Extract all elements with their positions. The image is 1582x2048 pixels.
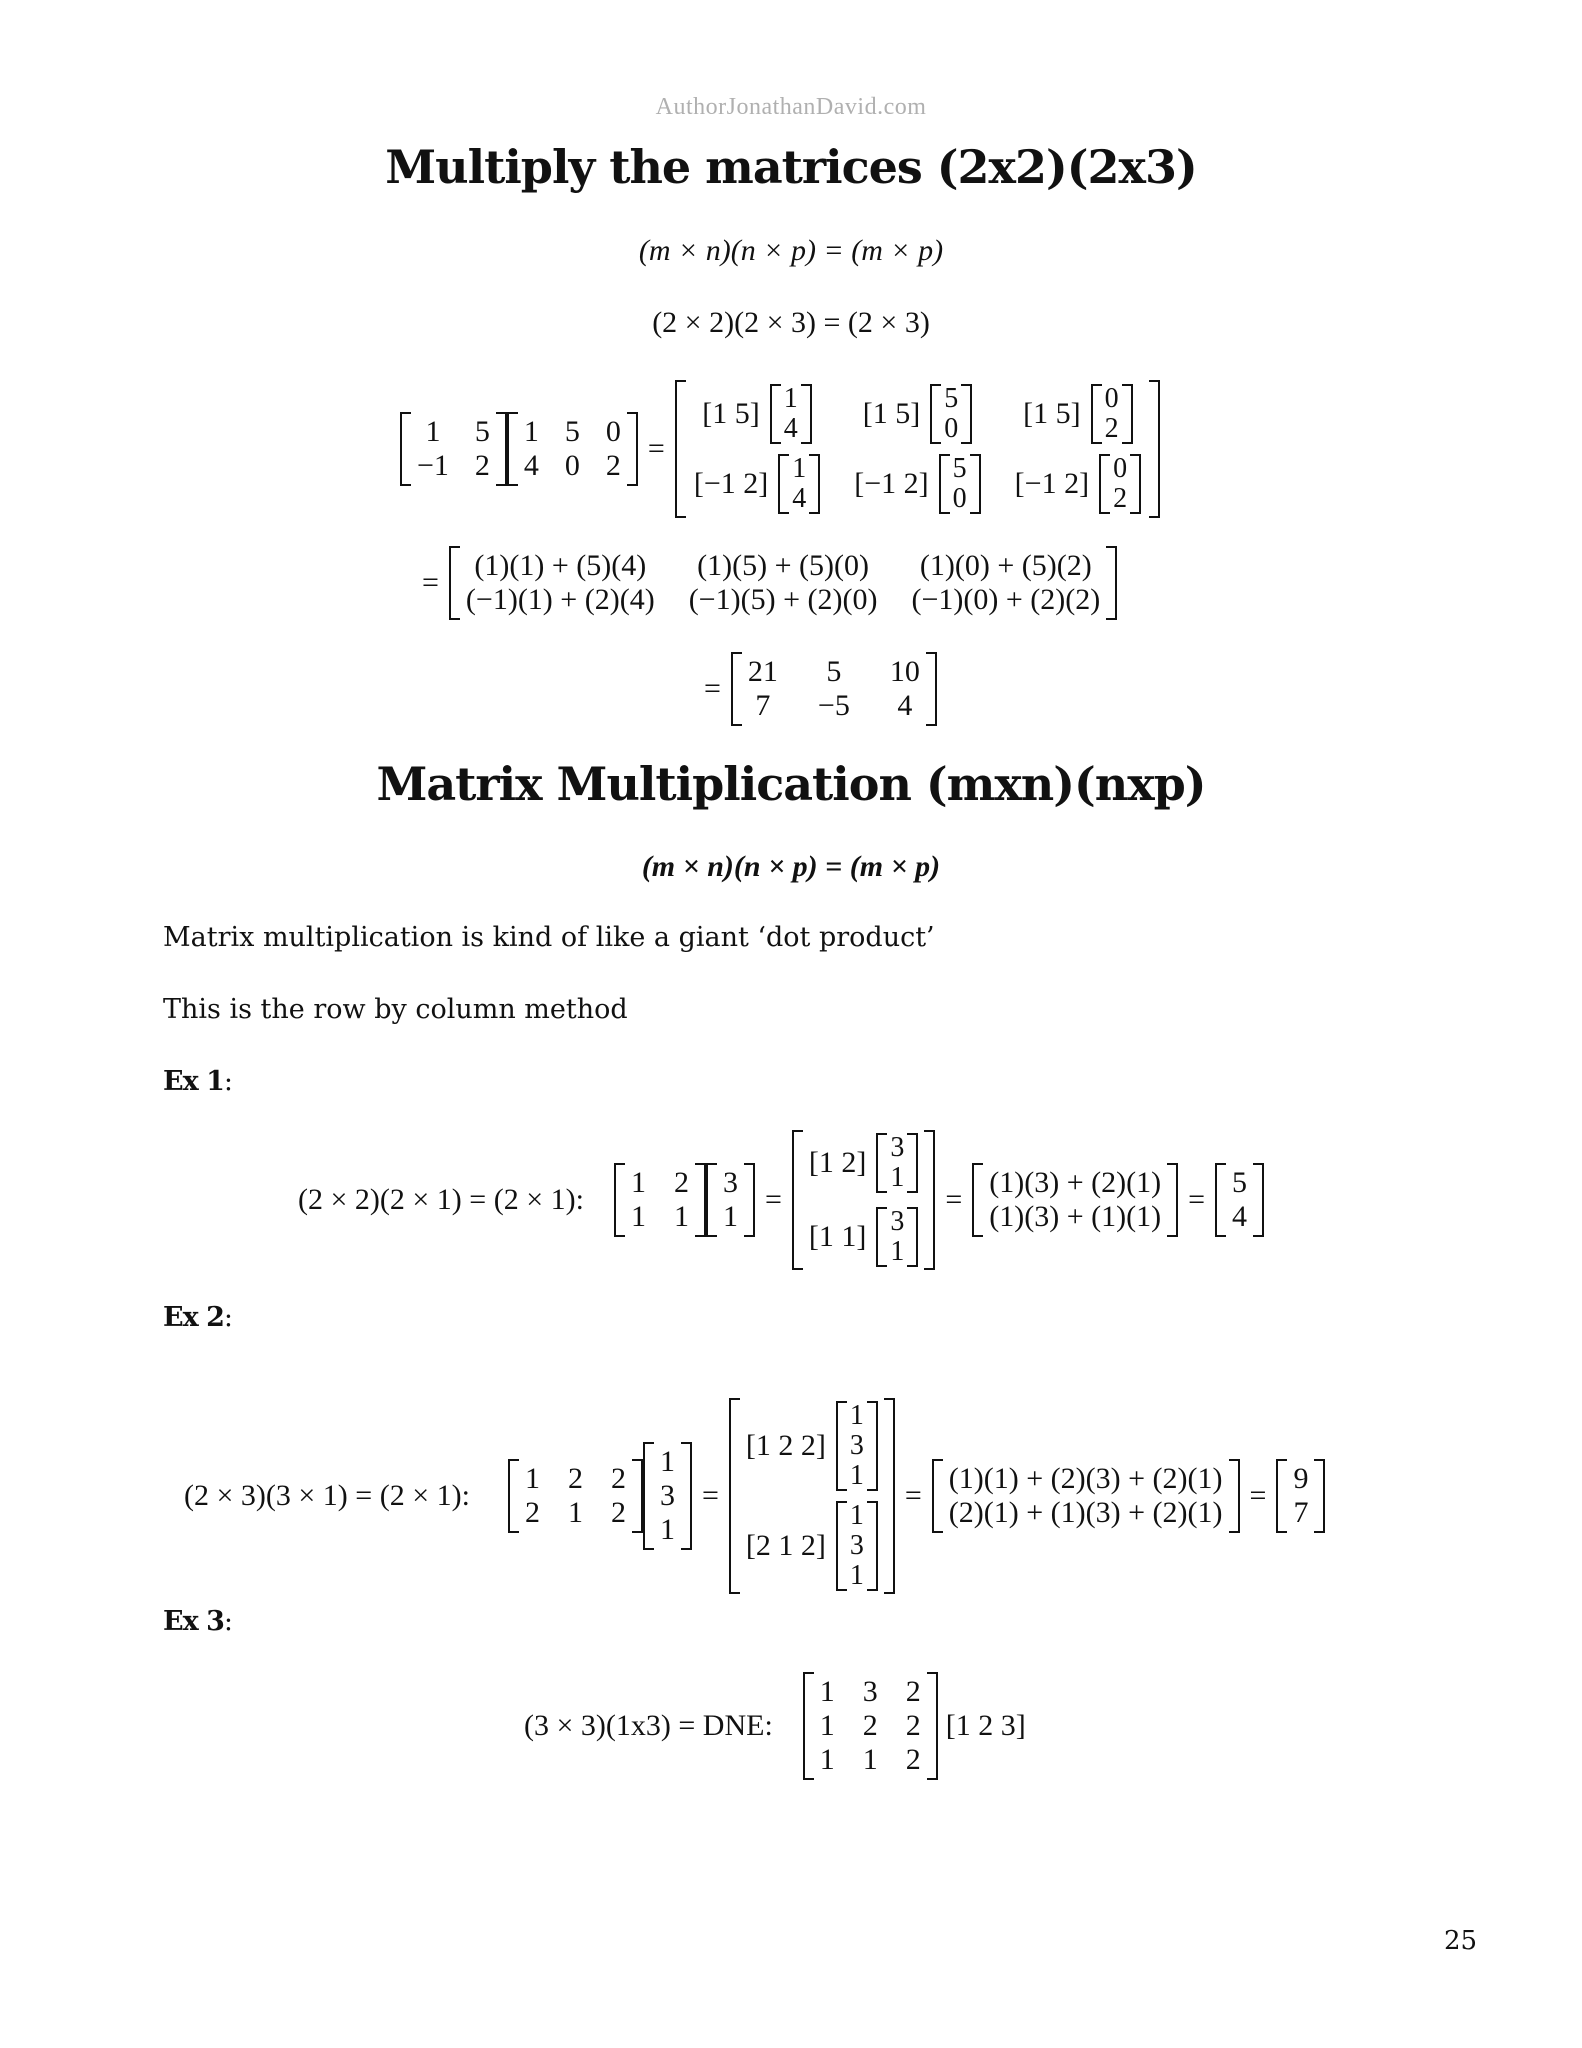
vector-entry: 1 <box>783 383 798 414</box>
vector-entry: 1 <box>722 1200 738 1233</box>
expanded-entry: (1)(5) + (5)(0) <box>697 549 869 582</box>
dims-specific: (2 × 2)(2 × 3) = (2 × 3) <box>652 306 930 339</box>
ex2-row-column-matrix <box>729 1398 895 1594</box>
ex1-equation: (2 × 2)(2 × 1) = (2 × 1): 1 2 1 1 3 1 = [1 2] 3 1 [1 1] 3 1 = (1)(3) + (2)(1) (1)(3) + (1)(1) = 5 4 <box>298 1130 1264 1270</box>
expanded-entry: (−1)(0) + (2)(2) <box>911 583 1101 616</box>
row-times-column <box>1015 454 1141 514</box>
expanded-entry: (1)(1) + (2)(3) + (2)(1) <box>948 1462 1223 1495</box>
result-matrix <box>731 652 937 726</box>
paragraph-row-column: This is the row by column method <box>163 994 628 1025</box>
ex3-dims: (3 × 3)(1x3) = DNE: <box>524 1709 773 1742</box>
matrix-b <box>507 412 638 486</box>
column-vector <box>836 1501 878 1591</box>
matrix-entry: 2 <box>905 1743 921 1776</box>
expanded-entry: (1)(3) + (2)(1) <box>989 1166 1162 1199</box>
paragraph-dot-product: Matrix multiplication is kind of like a giant ‘dot product’ <box>163 922 935 953</box>
matrix-entry: 4 <box>523 449 539 482</box>
vector-entry: 3 <box>849 1430 864 1461</box>
vector-entry: 1 <box>890 1162 905 1193</box>
row-vector: [−1 2] <box>1014 467 1090 500</box>
matrix-entry: 2 <box>673 1166 689 1199</box>
row-times-column <box>854 454 980 514</box>
result-entry: 5 <box>826 655 842 688</box>
row-vector: [1 5] <box>1023 397 1081 430</box>
row-times-column <box>1023 384 1132 444</box>
ex1-label: Ex 1: <box>163 1066 232 1097</box>
row-vector: [1 2 2] <box>745 1429 826 1462</box>
vector-entry: 1 <box>849 1500 864 1531</box>
matrix-entry: 2 <box>567 1462 583 1495</box>
result-entry: 4 <box>1232 1200 1248 1233</box>
row-vector: [2 1 2] <box>745 1529 826 1562</box>
matrix-entry: 2 <box>905 1709 921 1742</box>
expanded-matrix <box>449 546 1117 620</box>
vector-entry: 0 <box>1104 383 1119 414</box>
ex3-row-vector: [1 2 3] <box>945 1709 1026 1742</box>
column-vector <box>1099 454 1141 514</box>
ex1-matrix-a <box>614 1163 706 1237</box>
vector-entry: 1 <box>849 1560 864 1591</box>
column-vector <box>876 1133 918 1193</box>
ex3-equation <box>524 1672 1026 1780</box>
ex2-expanded-matrix <box>932 1459 1240 1533</box>
ex3-matrix-a <box>803 1672 938 1780</box>
formula: (m × n)(n × p) = (m × p) <box>641 850 941 883</box>
expanded-equation <box>412 546 1117 620</box>
result-entry: 9 <box>1293 1462 1309 1495</box>
ex2-label: Ex 2: <box>163 1302 232 1333</box>
matrix-entry: 2 <box>610 1462 626 1495</box>
matrix-entry: 1 <box>673 1200 689 1233</box>
result-entry: 7 <box>1293 1496 1309 1529</box>
expanded-entry: (1)(3) + (1)(1) <box>989 1200 1162 1233</box>
vector-entry: 1 <box>849 1460 864 1491</box>
ex1-result <box>1215 1163 1264 1237</box>
matrix-entry: 1 <box>523 415 539 448</box>
vector-entry: 1 <box>659 1513 675 1546</box>
matrix-entry: 5 <box>564 415 580 448</box>
ex2-dims: (2 × 3)(3 × 1) = (2 × 1): <box>184 1479 470 1512</box>
result-entry: 5 <box>1232 1166 1248 1199</box>
ex2-vector <box>643 1442 692 1550</box>
matrix-entry: 1 <box>819 1743 835 1776</box>
expanded-entry: (−1)(1) + (2)(4) <box>465 583 655 616</box>
vector-entry: 1 <box>659 1445 675 1478</box>
row-times-column <box>863 384 972 444</box>
column-vector <box>876 1207 918 1267</box>
matrix-entry: 2 <box>524 1496 540 1529</box>
matrix-entry: 1 <box>524 1462 540 1495</box>
vector-entry: 3 <box>890 1206 905 1237</box>
row-times-column <box>694 454 820 514</box>
row-times-column <box>809 1207 918 1267</box>
ex1-row-column-matrix <box>792 1130 935 1270</box>
matrix-entry: 1 <box>819 1709 835 1742</box>
result-entry: 10 <box>889 655 920 688</box>
section1-title: Multiply the matrices (2x2)(2x3) <box>385 140 1197 194</box>
matrix-entry: 0 <box>605 415 621 448</box>
vector-entry: 2 <box>1104 413 1119 444</box>
vector-entry: 4 <box>792 483 807 514</box>
result-entry: −5 <box>817 689 850 722</box>
equals-sign: = <box>422 566 439 599</box>
row-vector: [1 5] <box>702 397 760 430</box>
expanded-entry: (−1)(5) + (2)(0) <box>688 583 878 616</box>
ex1-dims: (2 × 2)(2 × 1) = (2 × 1): <box>298 1183 584 1216</box>
column-vector <box>930 384 972 444</box>
matrix-entry: 3 <box>862 1675 878 1708</box>
ex2-result <box>1276 1459 1325 1533</box>
equals-sign: = <box>704 672 721 705</box>
vector-entry: 1 <box>849 1400 864 1431</box>
expanded-entry: (2)(1) + (1)(3) + (2)(1) <box>948 1496 1223 1529</box>
row-times-column <box>746 1401 878 1491</box>
vector-entry: 0 <box>1113 453 1128 484</box>
matrix-entry: −1 <box>417 449 449 482</box>
row-vector: [1 5] <box>862 397 921 430</box>
column-vector <box>770 384 812 444</box>
ex1-vector <box>706 1163 755 1237</box>
vector-entry: 0 <box>952 483 967 514</box>
matrix-entry: 2 <box>474 449 490 482</box>
matrix-entry: 2 <box>905 1675 921 1708</box>
vector-entry: 3 <box>659 1479 675 1512</box>
matrix-entry: 1 <box>425 415 441 448</box>
ex2-matrix-a <box>508 1459 643 1533</box>
matrix-entry: 1 <box>567 1496 583 1529</box>
vector-entry: 0 <box>944 413 959 444</box>
row-times-column <box>702 384 811 444</box>
equals-sign: = <box>647 432 665 465</box>
ex2-equation: (2 × 3)(3 × 1) = (2 × 1): 1 2 2 2 1 2 1 3 1 = [1 2 2] 1 3 1 [2 1 2] 1 3 1 = (1)(1) + (2)(3) + (2)(1) (2)(1) + (1)(3) + (2)(1) = 9 7 <box>184 1398 1325 1594</box>
row-vector: [1 1] <box>808 1220 867 1253</box>
matrix-entry: 1 <box>630 1200 646 1233</box>
ex1-expanded-matrix <box>972 1163 1178 1237</box>
column-vector <box>778 454 820 514</box>
matrix-entry: 0 <box>564 449 580 482</box>
column-vector <box>836 1401 878 1491</box>
vector-entry: 3 <box>890 1132 905 1163</box>
row-vector: [−1 2] <box>854 467 929 500</box>
vector-entry: 5 <box>952 453 967 484</box>
expanded-entry: (1)(1) + (5)(4) <box>474 549 647 582</box>
watermark: AuthorJonathanDavid.com <box>655 94 927 120</box>
result-entry: 7 <box>755 689 771 722</box>
row-column-matrix <box>675 380 1160 518</box>
matrix-entry: 1 <box>630 1166 646 1199</box>
vector-entry: 3 <box>722 1166 738 1199</box>
row-vector: [−1 2] <box>693 467 769 500</box>
row-times-column <box>746 1501 878 1591</box>
matrix-entry: 2 <box>605 449 621 482</box>
matrix-a <box>400 412 507 486</box>
product-equation <box>400 380 1160 518</box>
row-times-column <box>809 1133 918 1193</box>
result-entry: 21 <box>747 655 778 688</box>
dims-general: (m × n)(n × p) = (m × p) <box>638 234 944 267</box>
result-equation <box>694 652 937 726</box>
column-vector <box>1091 384 1133 444</box>
ex3-label: Ex 3: <box>163 1606 232 1637</box>
vector-entry: 1 <box>890 1236 905 1267</box>
vector-entry: 2 <box>1113 483 1128 514</box>
section2-title: Matrix Multiplication (mxn)(nxp) <box>376 757 1206 811</box>
matrix-entry: 2 <box>862 1709 878 1742</box>
matrix-entry: 1 <box>819 1675 835 1708</box>
row-vector: [1 2] <box>808 1146 867 1179</box>
matrix-entry: 1 <box>862 1743 878 1776</box>
vector-entry: 5 <box>944 383 959 414</box>
result-entry: 4 <box>897 689 913 722</box>
page-number: 25 <box>1444 1926 1478 1956</box>
expanded-entry: (1)(0) + (5)(2) <box>919 549 1092 582</box>
matrix-entry: 5 <box>474 415 490 448</box>
vector-entry: 1 <box>792 453 807 484</box>
vector-entry: 4 <box>783 413 798 444</box>
vector-entry: 3 <box>849 1530 864 1561</box>
matrix-entry: 2 <box>610 1496 626 1529</box>
column-vector <box>939 454 981 514</box>
